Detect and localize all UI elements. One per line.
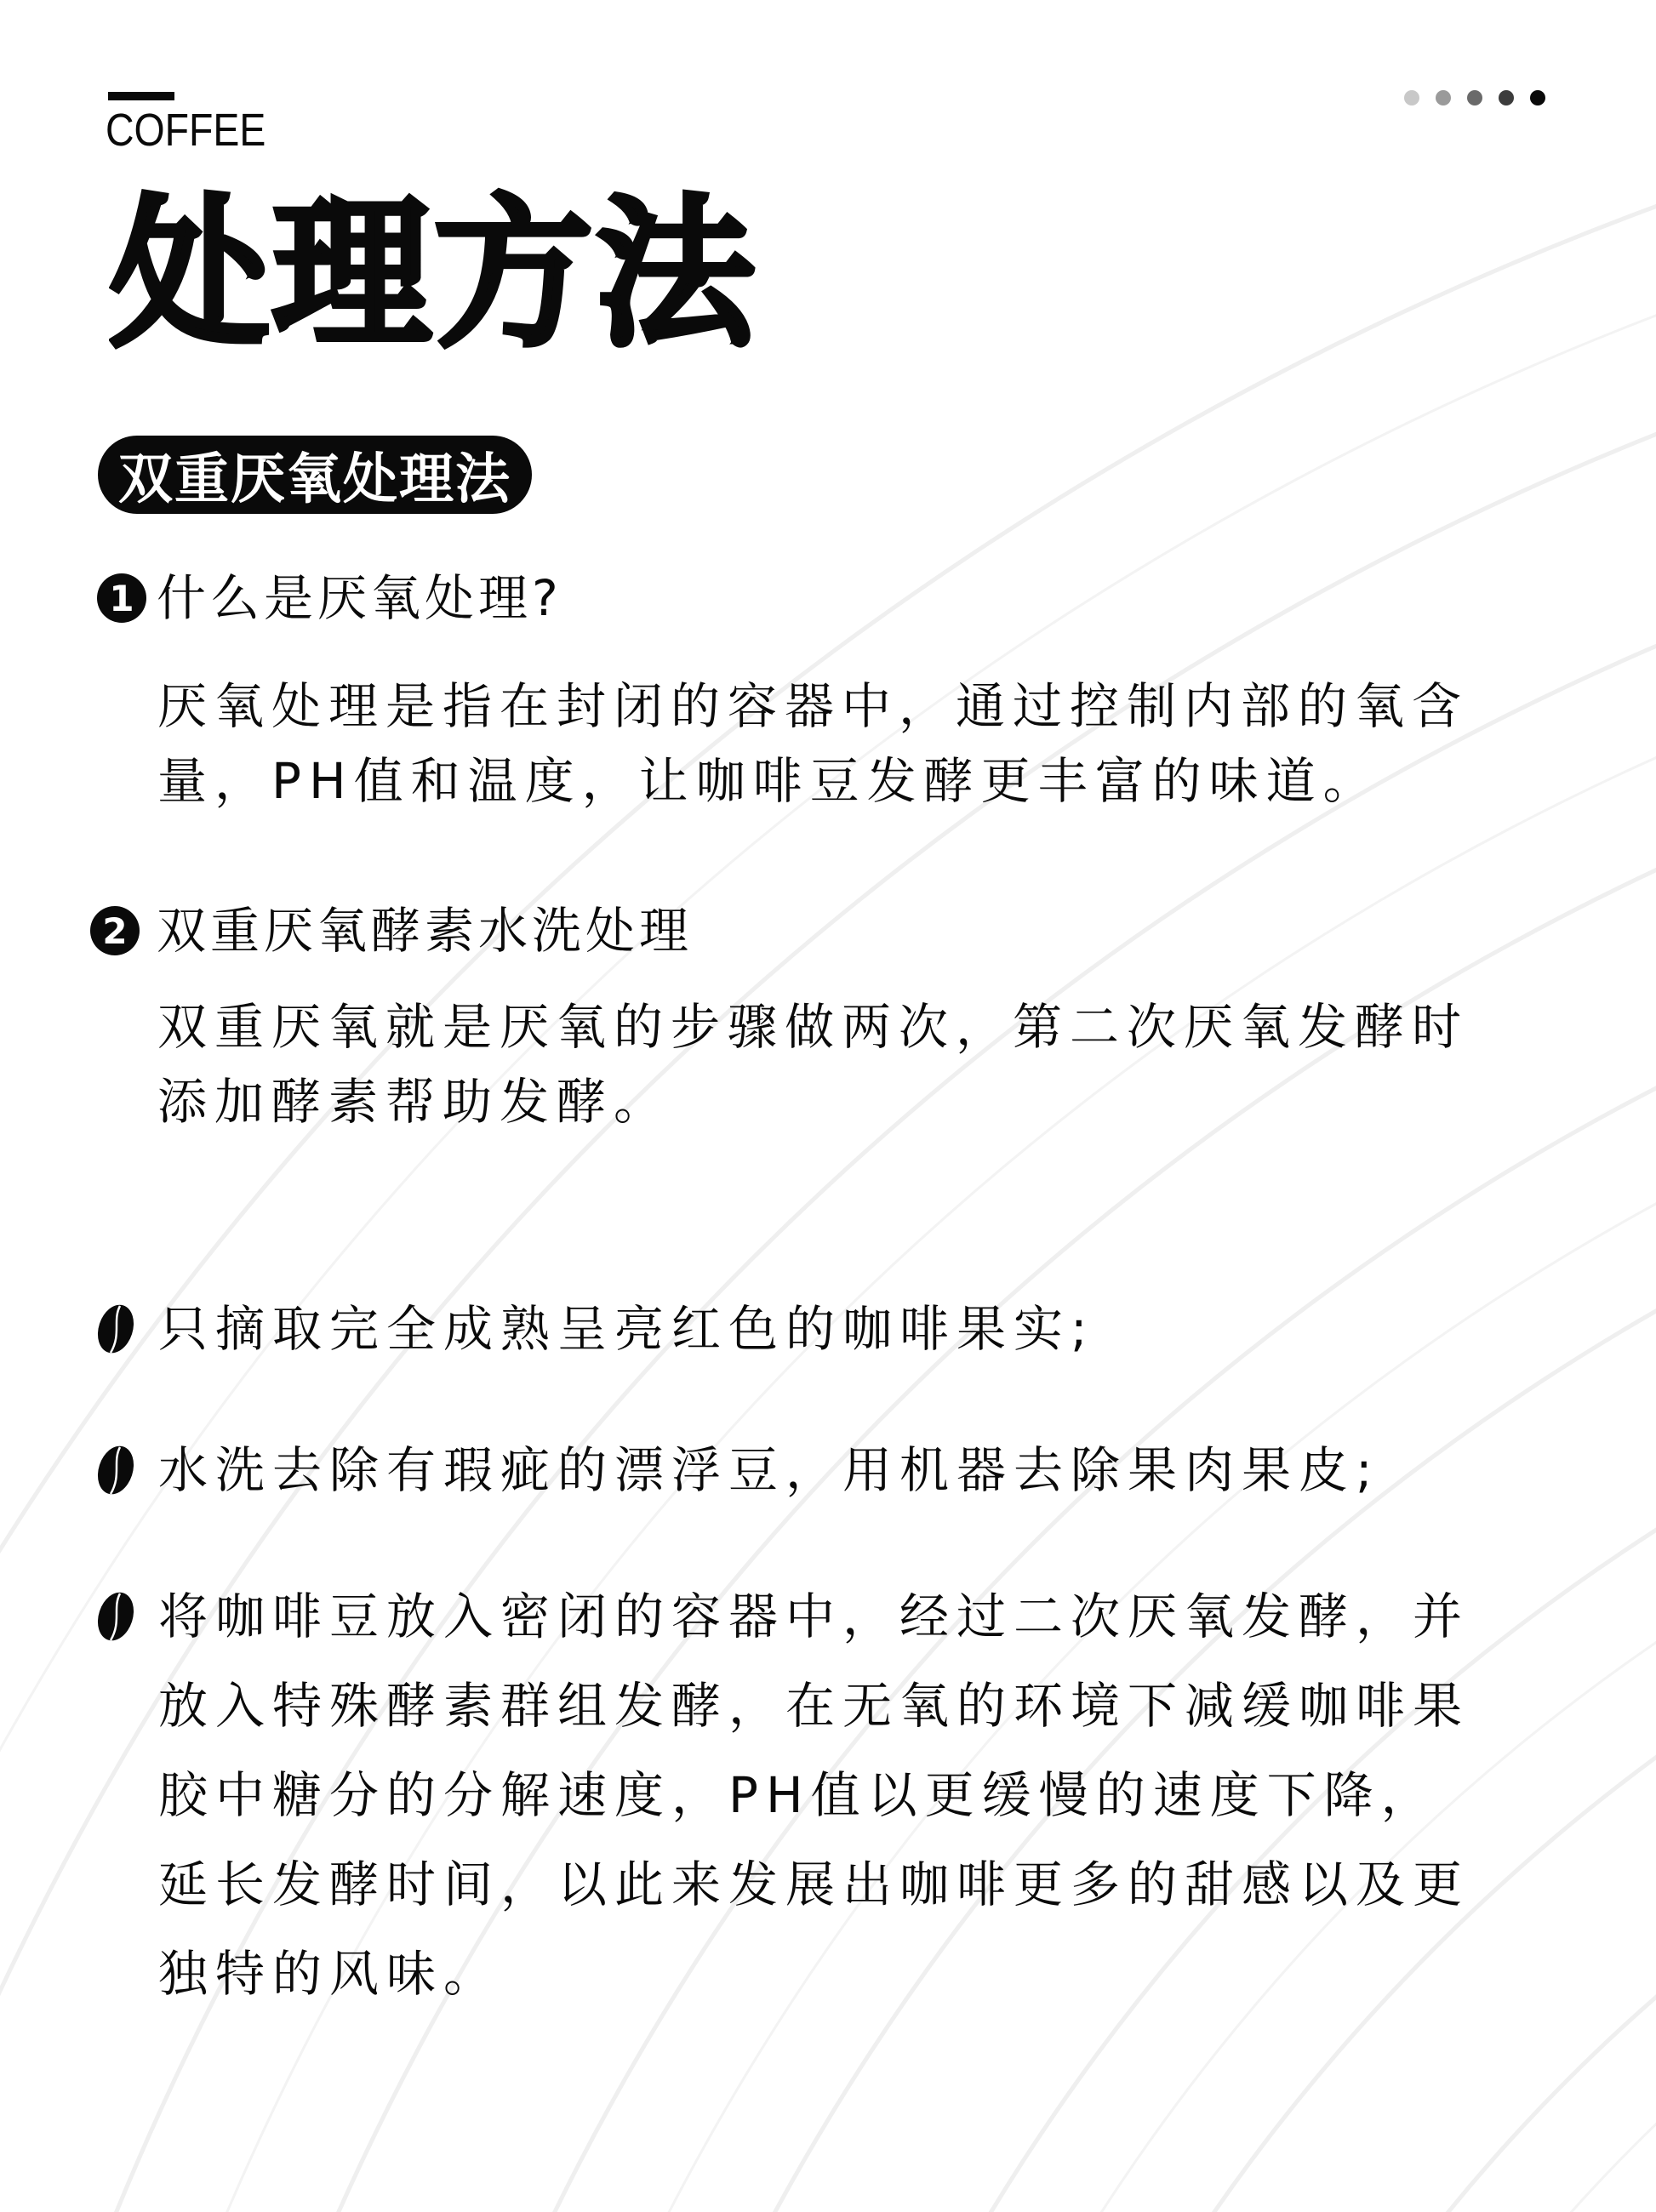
method-tag-label: 双重厌氧处理法 [118, 448, 511, 511]
page-dot [1467, 90, 1482, 105]
list-item [92, 1285, 1496, 1374]
brand-label: COFFEE [106, 105, 266, 156]
section-title: 什么是厌氧处理? [157, 569, 562, 627]
page-dot [1436, 90, 1451, 105]
section-title: 双重厌氧酵素水洗处理 [157, 902, 694, 960]
page-dot-active [1530, 90, 1545, 105]
number-badge-icon: 2 [90, 906, 140, 955]
coffee-bean-icon [92, 1443, 140, 1497]
list-item-text: 只摘取完全成熟呈亮红色的咖啡果实; [158, 1300, 1095, 1358]
page-title: 处理方法 [111, 180, 758, 368]
number-badge-icon: 1 [97, 573, 146, 623]
method-tag [98, 436, 532, 514]
page-indicator [1404, 90, 1545, 105]
list-item-text: 将咖啡豆放入密闭的容器中，经过二次厌氧发酵，并放入特殊酵素群组发酵，在无氧的环境下减缓咖啡果胶中糖分的分解速度，PH值以更缓慢的速度下降，延长发酵时间，以此来发展出咖啡更多的甜感以及更独特的风味。 [158, 1588, 1470, 2003]
list-item-text: 水洗去除有瑕疵的漂浮豆，用机器去除果肉果皮; [158, 1441, 1380, 1499]
section-heading-1 [97, 569, 562, 627]
list-item [92, 1572, 1496, 2019]
page-dot [1404, 90, 1419, 105]
section-body-1: 厌氧处理是指在封闭的容器中，通过控制内部的氧含量，PH值和温度，让咖啡豆发酵更丰富的味道。 [157, 677, 1470, 810]
section-heading-2 [90, 902, 694, 960]
coffee-bean-icon [92, 1589, 140, 1644]
list-item [92, 1426, 1496, 1515]
page-dot [1499, 90, 1514, 105]
coffee-bean-icon [92, 1302, 140, 1356]
section-body-2: 双重厌氧就是厌氧的步骤做两次，第二次厌氧发酵时添加酵素帮助发酵。 [157, 998, 1470, 1131]
brand-accent-bar [108, 92, 174, 100]
